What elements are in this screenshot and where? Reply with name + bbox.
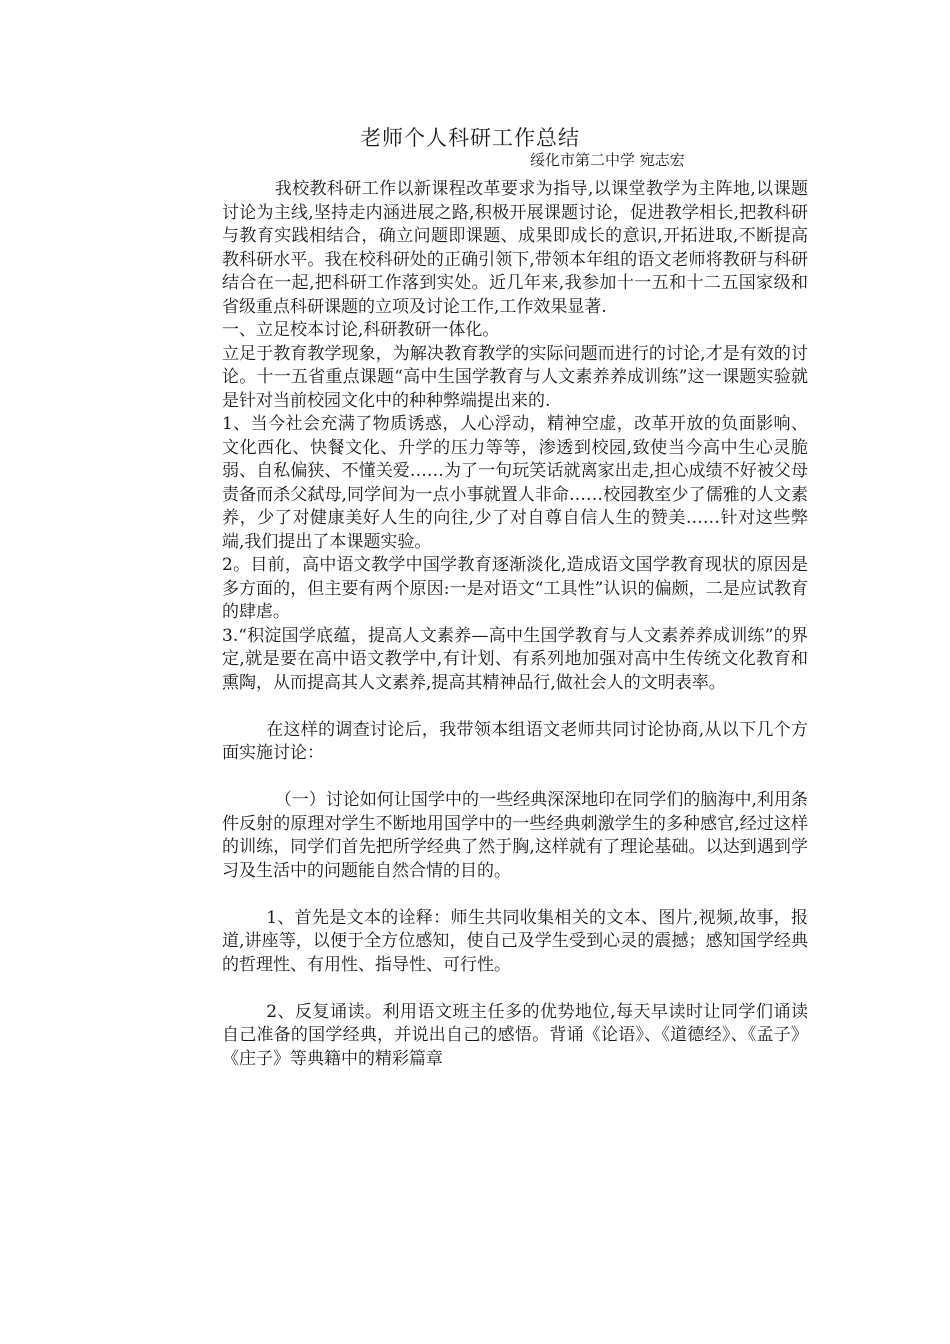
paragraph-gap <box>222 977 808 1001</box>
paragraph: 在这样的调查讨论后，我带领本组语文老师共同讨论协商,从以下几个方面实施讨论： <box>222 719 808 763</box>
list-item-3: 3.“积淀国学底蕴，提高人文素养—高中生国学教育与人文素养养成训练”的界定,就是要在高中语文教学中,有计划、有系列地加强对高中生传统文化教育和熏陶，从而提高其人文素养,提高其精神品行,做社会人的文明表率。 <box>222 625 808 693</box>
step-1: 1、首先是文本的诠释：师生共同收集相关的文本、图片,视频,故事，报道,讲座等，以便于全方位感知，使自己及学生受到心灵的震撼；感知国学经典的哲理性、有用性、指导性、可行性。 <box>222 907 808 975</box>
document-byline: 绥化市第二中学 宛志宏 <box>530 151 685 169</box>
subsection-1: （一）讨论如何让国学中的一些经典深深地印在同学们的脑海中,利用条件反射的原理对学生不断地用国学中的一些经典刺激学生的多种感官,经过这样的训练，同学们首先把所学经典了然于胸,这样就有了理论基础。以达到遇到学习及生活中的问题能自然合情的目的。 <box>222 790 808 881</box>
list-item-1: 1、当今社会充满了物质诱惑，人心浮动，精神空虚，改革开放的负面影响、文化西化、快餐文化、升学的压力等等，渗透到校园,致使当今高中生心灵脆弱、自私偏狭、不懂关爱……为了一句玩笑话就离家出走,担心成绩不好被父母责备而杀父弑母,同学间为一点小事就置人非命……校园教室少了儒雅的人文素养，少了对健康美好人生的向往,少了对自尊自信人生的赞美……针对这些弊端,我们提出了本课题实验。 <box>222 414 808 552</box>
paragraph-gap <box>222 883 808 907</box>
paragraph-intro: 我校教科研工作以新课程改革要求为指导,以课堂教学为主阵地,以课题讨论为主线,坚持走内涵进展之路,积极开展课题讨论，促进教学相长,把教科研与教育实践相结合，确立问题即课题、成果即成长的意识,开拓进取,不断提高教科研水平。我在校科研处的正确引领下,带领本年组的语文老师将教研与科研结合在一起,把科研工作落到实处。近几年来,我参加十一五和十二五国家级和省级重点科研课题的立项及讨论工作,工作效果显著. <box>222 179 808 317</box>
document-title: 老师个人科研工作总结 <box>360 126 580 150</box>
document-body <box>222 178 808 1071</box>
paragraph: 立足于教育教学现象，为解决教育教学的实际问题而进行的讨论,才是有效的讨论。十一五省重点课题“高中生国学教育与人文素养养成训练”这一课题实验就是针对当前校园文化中的种种弊端提出来的. <box>222 343 808 411</box>
section-heading-1: 一、立足校本讨论,科研教研一体化。 <box>222 320 500 340</box>
paragraph-gap <box>222 766 808 790</box>
list-item-2: 2。目前，高中语文教学中国学教育逐渐淡化,造成语文国学教育现状的原因是多方面的，但主要有两个原因:一是对语文“工具性”认识的偏颇，二是应试教育的肆虐。 <box>222 555 808 622</box>
step-2: 2、反复诵读。利用语文班主任多的优势地位,每天早读时让同学们诵读自己准备的国学经典，并说出自己的感悟。背诵《论语》、《道德经》、《孟子》《庄子》等典籍中的精彩篇章 <box>222 1001 808 1069</box>
paragraph-gap <box>222 695 808 719</box>
